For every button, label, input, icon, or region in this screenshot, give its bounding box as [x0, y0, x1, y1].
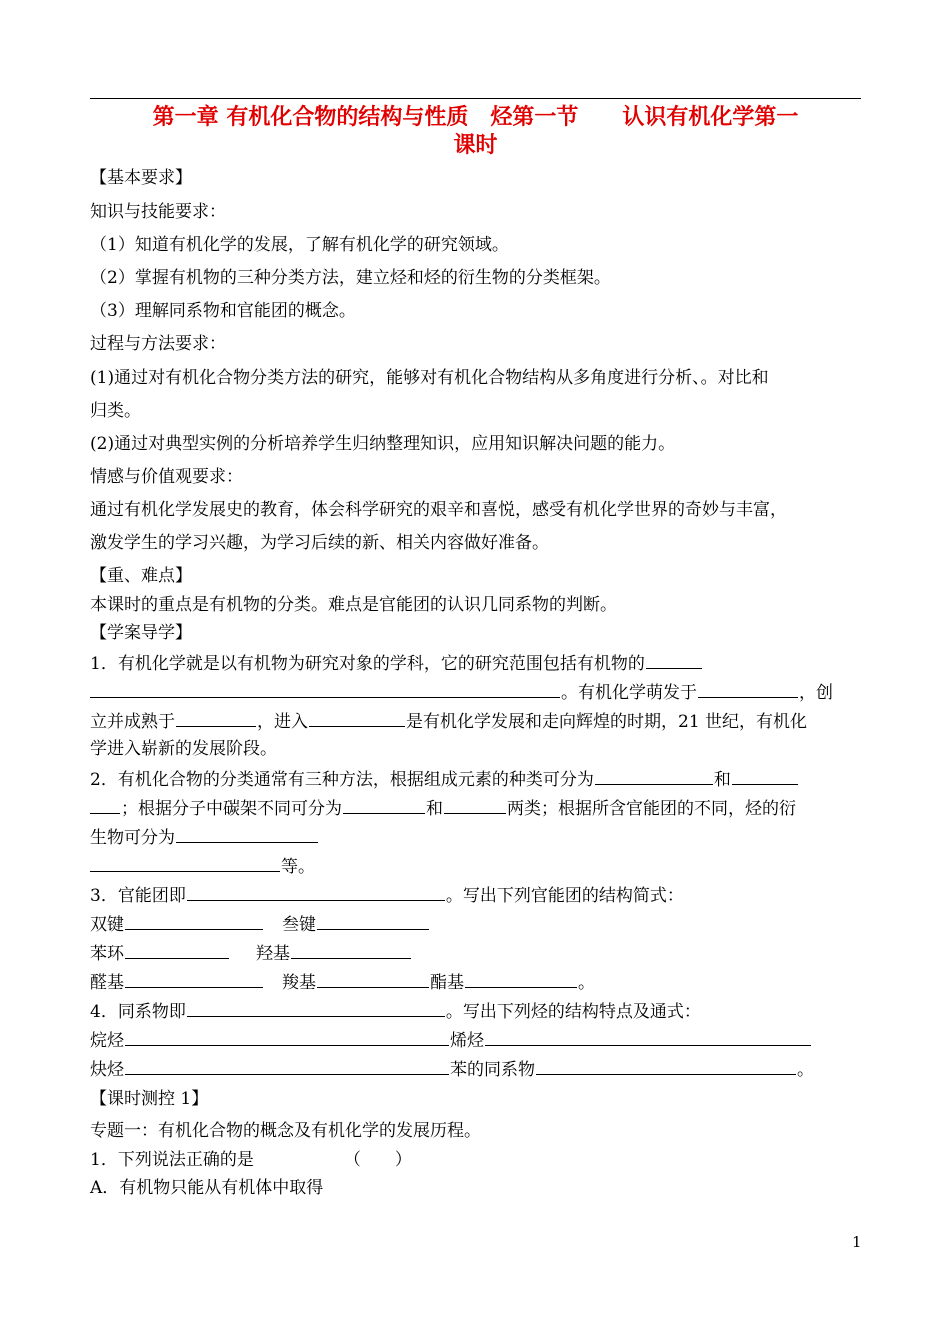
guide-q2-text-d: 和 [426, 799, 443, 819]
aldehyde-label: 醛基 [90, 973, 124, 993]
carboxyl-label: 羧基 [282, 973, 316, 993]
answer-blank [125, 1028, 449, 1046]
knowledge-heading: 知识与技能要求： [90, 202, 226, 222]
guide-q2-line-3 [90, 825, 862, 849]
answer-blank [125, 941, 229, 959]
knowledge-item-3: （3）理解同系物和官能团的概念。 [90, 301, 356, 321]
answer-blank [125, 970, 263, 988]
benzene-homolog-label: 苯的同系物 [450, 1060, 535, 1080]
process-item-1-line-1: (1)通过对有机化合物分类方法的研究，能够对有机化合物结构从多角度进行分析、。对比和 [90, 368, 769, 388]
guide-q2-line-2 [90, 796, 862, 820]
answer-blank [317, 970, 429, 988]
answer-parentheses: （ ） [343, 1150, 412, 1170]
knowledge-item-2: （2）掌握有机物的三种分类方法，建立烃和烃的衍生物的分类框架。 [90, 268, 611, 288]
emotion-text-line-2: 激发学生的学习兴趣，为学习后续的新、相关内容做好准备。 [90, 533, 549, 553]
answer-blank [595, 767, 713, 785]
functional-groups-row-2 [90, 941, 862, 965]
guide-q1-text-a: 1．有机化学就是以有机物为研究对象的学科，它的研究范围包括有机物的 [90, 654, 645, 674]
test-question-1-text: 1．下列说法正确的是 [90, 1150, 254, 1170]
answer-blank [125, 1057, 449, 1075]
guide-q1-text-f: 是有机化学发展和走向辉煌的时期，21 世纪，有机化 [406, 712, 808, 732]
page-title [90, 104, 861, 160]
header-rule [90, 98, 861, 99]
guide-heading: 【学案导学】 [90, 623, 192, 643]
hydrocarbons-row-2 [90, 1057, 862, 1081]
guide-q3-text-a: 3．官能团即 [90, 886, 186, 906]
answer-blank [646, 651, 702, 669]
answer-blank [698, 680, 798, 698]
guide-q1-text-d: 立并成熟于 [90, 712, 175, 732]
test-question-1 [90, 1149, 862, 1171]
hydrocarbons-row-1 [90, 1028, 862, 1052]
guide-q2-text-e: 两类；根据所含官能团的不同，烃的衍 [507, 799, 796, 819]
answer-blank [90, 796, 120, 814]
knowledge-item-1: （1）知道有机化学的发展，了解有机化学的研究领域。 [90, 235, 509, 255]
answer-blank [187, 883, 445, 901]
guide-q4-text-a: 4．同系物即 [90, 1002, 186, 1022]
guide-q1-line-4: 学进入崭新的发展阶段。 [90, 739, 277, 759]
guide-q1-line-1 [90, 651, 862, 675]
emotion-heading: 情感与价值观要求： [90, 467, 243, 487]
answer-blank [125, 912, 263, 930]
answer-blank [291, 941, 411, 959]
triple-bond-label: 叁键 [282, 915, 316, 935]
process-heading: 过程与方法要求： [90, 334, 226, 354]
answer-blank [732, 767, 798, 785]
functional-groups-row-1 [90, 912, 862, 936]
answer-blank [536, 1057, 796, 1075]
answer-blank [465, 970, 577, 988]
alkane-label: 烷烃 [90, 1031, 124, 1051]
test-heading: 【课时测控 1】 [90, 1089, 209, 1109]
guide-q2-line-1 [90, 767, 862, 791]
answer-blank [309, 709, 405, 727]
guide-q3-line-1 [90, 883, 862, 907]
guide-q1-text-e: ，进入 [257, 712, 308, 732]
basic-requirements-heading: 【基本要求】 [90, 168, 192, 188]
answer-blank [317, 912, 429, 930]
guide-q2-text-a: 2．有机化合物的分类通常有三种方法，根据组成元素的种类可分为 [90, 770, 594, 790]
title-line-1: 第一章 有机化合物的结构与性质 烃第一节 认识有机化学第一 [152, 105, 799, 130]
guide-q2-text-f: 生物可分为 [90, 828, 175, 848]
answer-blank [485, 1028, 811, 1046]
title-line-2: 课时 [453, 133, 498, 158]
guide-q2-line-4 [90, 854, 862, 878]
hydroxyl-label: 羟基 [256, 944, 290, 964]
functional-groups-row-3 [90, 970, 862, 994]
answer-blank [176, 825, 318, 843]
focus-heading: 【重、难点】 [90, 566, 192, 586]
guide-q1-text-b: 。有机化学萌发于 [561, 683, 697, 703]
guide-q4-line-1 [90, 999, 862, 1023]
double-bond-label: 双键 [90, 915, 124, 935]
guide-q3-text-b: 。写出下列官能团的结构简式： [445, 886, 684, 906]
process-item-2: (2)通过对典型实例的分析培养学生归纳整理知识，应用知识解决问题的能力。 [90, 434, 676, 454]
answer-blank [444, 796, 506, 814]
answer-blank [90, 854, 280, 872]
answer-blank [343, 796, 425, 814]
period-mark: 。 [797, 1060, 814, 1080]
test-option-a: A．有机物只能从有机体中取得 [90, 1178, 324, 1198]
ester-label: 酯基 [430, 973, 464, 993]
alkyne-label: 炔烃 [90, 1060, 124, 1080]
guide-q1-text-c: ，创 [799, 683, 833, 703]
guide-q2-text-b: 和 [713, 770, 731, 790]
answer-blank [90, 680, 560, 698]
test-topic: 专题一：有机化合物的概念及有机化学的发展历程。 [90, 1121, 481, 1141]
guide-q2-text-g: 等。 [281, 857, 315, 877]
answer-blank [187, 999, 445, 1017]
alkene-label: 烯烃 [450, 1031, 484, 1051]
focus-text: 本课时的重点是有机物的分类。难点是官能团的认识几同系物的判断。 [90, 595, 617, 615]
answer-blank [176, 709, 256, 727]
emotion-text-line-1: 通过有机化学发展史的教育，体会科学研究的艰辛和喜悦，感受有机化学世界的奇妙与丰富， [90, 500, 787, 520]
guide-q1-line-2 [90, 680, 862, 704]
guide-q1-line-3 [90, 709, 862, 733]
page-number: 1 [852, 1233, 862, 1251]
guide-q4-text-b: 。写出下列烃的结构特点及通式： [445, 1002, 701, 1022]
period-mark: 。 [578, 973, 595, 993]
guide-q2-text-c: ；根据分子中碳架不同可分为 [121, 799, 342, 819]
benzene-ring-label: 苯环 [90, 944, 124, 964]
process-item-1-line-2: 归类。 [90, 401, 141, 421]
